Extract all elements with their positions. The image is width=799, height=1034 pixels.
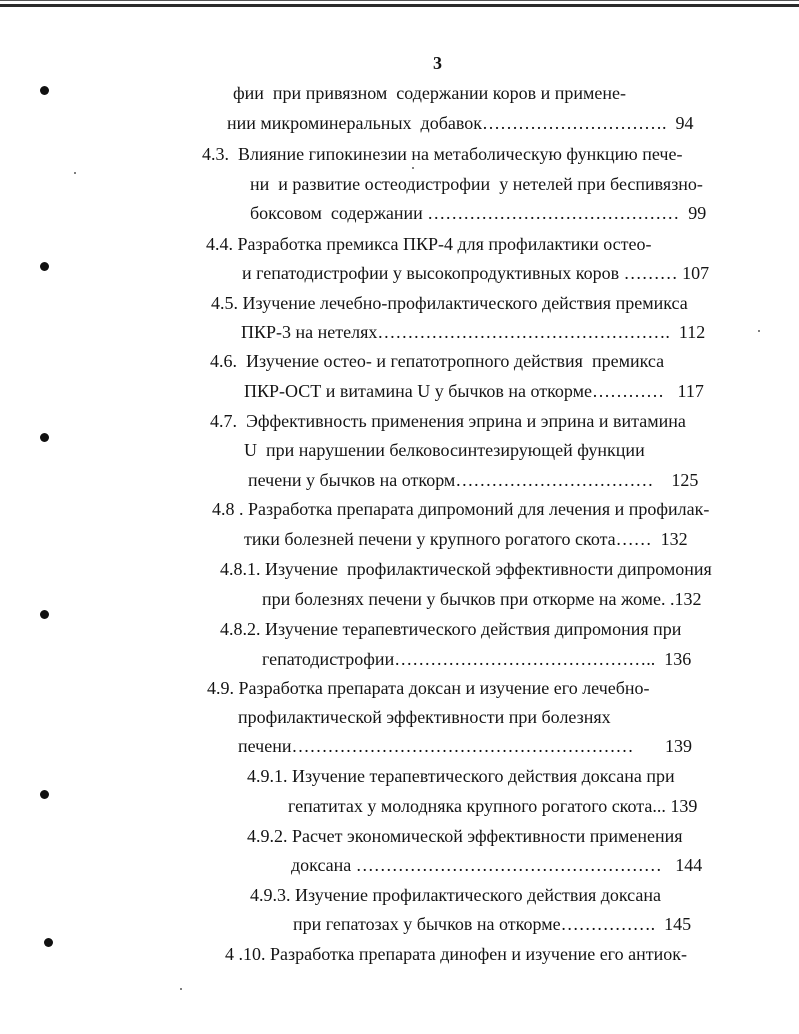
toc-line: ни и развитие остеодистрофии у нетелей при беспивязно- [250, 174, 703, 194]
toc-line: 4.5. Изучение лечебно-профилактического действия премикса [211, 293, 688, 313]
punch-hole [40, 610, 49, 619]
toc-line: печени………………………………………………… 139 [238, 736, 692, 756]
toc-line: 4.9.2. Расчет экономической эффективности применения [247, 826, 683, 846]
toc-line: 4.8.1. Изучение профилактической эффективности дипромония [220, 559, 712, 579]
toc-line: 4 .10. Разработка препарата динофен и изучение его антиок- [225, 944, 687, 964]
punch-hole [40, 790, 49, 799]
scan-speck [180, 988, 182, 990]
toc-line: U при нарушении белковосинтезирующей функции [244, 440, 645, 460]
toc-line: гепатитах у молодняка крупного рогатого скота... 139 [288, 796, 698, 816]
toc-line: гепатодистрофии…………………………………….. 136 [262, 649, 692, 669]
toc-line: фии при привязном содержании коров и примене- [233, 83, 626, 103]
scan-top-border [0, 4, 799, 7]
toc-line: 4.6. Изучение остео- и гепатотропного действия премикса [210, 351, 665, 371]
toc-line: ПКР-ОСТ и витамина U у бычков на откорме………… 117 [244, 381, 704, 401]
toc-line: боксовом содержании …………………………………… 99 [250, 203, 707, 223]
toc-line: при гепатозах у бычков на откорме……………. 145 [293, 914, 692, 934]
toc-line: 4.9.3. Изучение профилактического действия доксана [250, 885, 662, 905]
toc-line: 4.8 . Разработка препарата дипромоний для лечения и профилак- [212, 499, 710, 519]
toc-line: 4.8.2. Изучение терапевтического действия дипромония при [220, 619, 682, 639]
page-number: 3 [433, 53, 442, 73]
toc-line: ПКР-3 на нетелях…………………………………………. 112 [241, 322, 706, 342]
toc-line: тики болезней печени у крупного рогатого скота…… 132 [244, 529, 688, 549]
scan-speck [74, 172, 76, 174]
toc-line: 4.4. Разработка премикса ПКР-4 для профилактики остео- [206, 234, 652, 254]
scan-top-edge [0, 0, 799, 1]
punch-hole [40, 433, 49, 442]
scan-speck [412, 167, 414, 169]
toc-line: при болезнях печени у бычков при откорме на жоме. .132 [262, 589, 702, 609]
punch-hole [44, 938, 53, 947]
punch-hole [40, 262, 49, 271]
toc-line: профилактической эффективности при болезнях [238, 707, 611, 727]
toc-line: 4.9.1. Изучение терапевтического действия доксана при [247, 766, 675, 786]
toc-line: 4.3. Влияние гипокинезии на метаболическую функцию пече- [202, 144, 683, 164]
toc-line: печени у бычков на откорм…………………………… 125 [248, 470, 699, 490]
toc-line: доксана …………………………………………… 144 [291, 855, 703, 875]
toc-line: 4.9. Разработка препарата доксан и изучение его лечебно- [207, 678, 650, 698]
scan-speck [758, 330, 760, 332]
toc-line: 4.7. Эффективность применения эприна и эприна и витамина [210, 411, 686, 431]
punch-hole [40, 86, 49, 95]
toc-line: и гепатодистрофии у высокопродуктивных коров ……… 107 [242, 263, 710, 283]
toc-line: нии микроминеральных добавок…………………………. 94 [227, 113, 694, 133]
